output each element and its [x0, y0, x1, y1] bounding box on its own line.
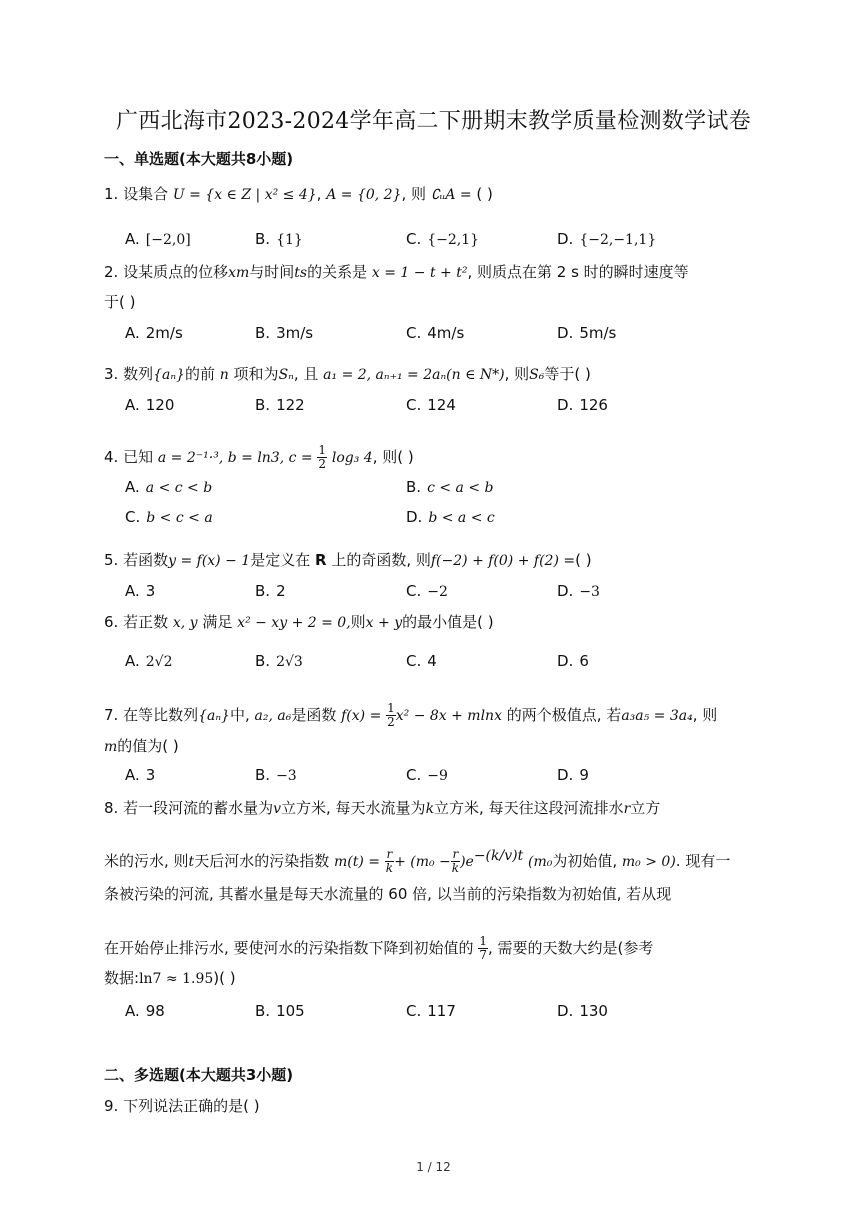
option-d[interactable]: D. {−2,−1,1}	[557, 230, 657, 248]
question-9: 9. 下列说法正确的是( )	[104, 1097, 260, 1115]
option-a[interactable]: A. 120	[125, 396, 175, 414]
option-c[interactable]: C. 117	[406, 1002, 456, 1020]
option-d[interactable]: D. 130	[557, 1002, 608, 1020]
exam-title: 广西北海市2023-2024学年高二下册期末教学质量检测数学试卷	[115, 109, 751, 134]
option-b[interactable]: B. 122	[255, 396, 305, 414]
option-b[interactable]: B. {1}	[255, 230, 303, 248]
fraction-one-half: $\frac{1}{2}$	[318, 443, 327, 471]
option-b[interactable]: B. 105	[255, 1002, 305, 1020]
question-2: 2. 设某质点的位移xm与时间ts的关系是 x = 1 − t + t², 则质点在第 2 s 时的瞬时速度等	[104, 263, 689, 281]
question-5-options	[125, 582, 765, 604]
option-b[interactable]: B. 2	[255, 582, 286, 600]
question-2-options	[125, 324, 765, 346]
option-b[interactable]: B. 2√3	[255, 652, 303, 670]
option-a[interactable]: A. 2√2	[125, 652, 173, 670]
question-8: 8. 若一段河流的蓄水量为v立方米, 每天水流量为k立方米, 每天往这段河流排水r立方	[104, 799, 661, 817]
option-c[interactable]: C. −9	[406, 766, 448, 784]
question-1: 1. 设集合 U = {x ∈ Z | x² ≤ 4}, A = {0, 2}, 则 ∁ᵤA = ( )	[104, 185, 493, 203]
question-4-options-row2	[125, 508, 765, 530]
abc-expr: a = 2⁻¹·³, b = ln3, c =	[157, 450, 313, 466]
question-7-options	[125, 766, 765, 788]
question-7: 7. 在等比数列{aₙ}中, a₂, a₆是函数 f(x) = $\frac{1}{2}$ x² − 8x + mlnx 的两个极值点, 若a₃a₅ = 3a₄, 则	[104, 701, 718, 729]
option-a[interactable]: A. [−2,0]	[125, 230, 191, 248]
option-b[interactable]: B. 3m/s	[255, 324, 314, 342]
question-8-line2: 米的污水, 则t天后河水的污染指数 m(t) = $\frac{r}{k}$ + (m₀ − $\frac{r}{k}$ )$e^{-(k/v)t}$ (m₀为初始值, m₀ > 0). 现有一	[104, 847, 731, 875]
option-b[interactable]: B. −3	[255, 766, 297, 784]
option-d[interactable]: D. −3	[557, 582, 600, 600]
option-d[interactable]: D. b < a < c	[406, 508, 495, 526]
question-3: 3. 数列{aₙ}的前 n 项和为Sₙ, 且 a₁ = 2, aₙ₊₁ = 2aₙ(n ∈ N*), 则S₆等于( )	[104, 365, 591, 383]
question-4: 4. 已知 a = 2⁻¹·³, b = ln3, c = $\frac{1}{2}$ log₃ 4, 则( )	[104, 443, 414, 471]
recurrence-expr: a₁ = 2, aₙ₊₁ = 2aₙ(n ∈ N*)	[323, 367, 505, 383]
question-6-options	[125, 652, 765, 674]
question-8-line3: 条被污染的河流, 其蓄水量是每天水流量的 60 倍, 以当前的污染指数为初始值, 若从现	[104, 885, 672, 903]
complement: ∁ᵤA =	[430, 187, 472, 203]
fraction-r-over-k: $\frac{r}{k}$	[385, 847, 394, 875]
displacement-expr: x = 1 − t + t²	[371, 265, 468, 281]
option-c[interactable]: C. 4	[406, 652, 437, 670]
question-8-line5: 数据:ln7 ≈ 1.95)( )	[104, 969, 236, 987]
question-6: 6. 若正数 x, y 满足 x² − xy + 2 = 0,则x + y的最小值是( )	[104, 613, 494, 631]
set-u: U = {x ∈ Z | x² ≤ 4}	[172, 187, 317, 203]
option-a[interactable]: A. 98	[125, 1002, 165, 1020]
option-c[interactable]: C. b < c < a	[125, 508, 213, 526]
section-multiple-choice: 二、多选题(本大题共3小题)	[104, 1066, 294, 1084]
question-5: 5. 若函数y = f(x) − 1是定义在 R 上的奇函数, 则f(−2) + f(0) + f(2) =( )	[104, 551, 592, 569]
page-number: 1 / 12	[416, 1160, 451, 1174]
option-d[interactable]: D. 126	[557, 396, 608, 414]
fraction-one-seventh: $\frac{1}{7}$	[479, 934, 487, 962]
option-d[interactable]: D. 9	[557, 766, 589, 784]
question-7-cont: m的值为( )	[104, 737, 179, 755]
question-8-options	[125, 1002, 765, 1024]
question-4-options-row1	[125, 478, 765, 500]
option-c[interactable]: C. 4m/s	[406, 324, 465, 342]
question-8-line4: 在开始停止排污水, 要使河水的污染指数下降到初始值的 $\frac{1}{7}$ , 需要的天数大约是(参考	[104, 934, 654, 962]
option-d[interactable]: D. 5m/s	[557, 324, 617, 342]
option-c[interactable]: C. {−2,1}	[406, 230, 480, 248]
option-c[interactable]: C. −2	[406, 582, 448, 600]
option-a[interactable]: A. a < c < b	[125, 478, 213, 496]
fraction-one-half: $\frac{1}{2}$	[387, 701, 395, 729]
question-2-cont: 于( )	[104, 293, 136, 311]
fraction-r-over-k: $\frac{r}{k}$	[451, 847, 460, 875]
section-single-choice: 一、单选题(本大题共8小题)	[104, 150, 294, 168]
set-a: A = {0, 2}	[326, 187, 402, 203]
option-a[interactable]: A. 3	[125, 766, 156, 784]
question-1-options	[125, 230, 765, 252]
option-d[interactable]: D. 6	[557, 652, 589, 670]
option-b[interactable]: B. c < a < b	[406, 478, 494, 496]
option-c[interactable]: C. 124	[406, 396, 456, 414]
option-a[interactable]: A. 2m/s	[125, 324, 183, 342]
option-a[interactable]: A. 3	[125, 582, 156, 600]
question-3-options	[125, 396, 765, 418]
